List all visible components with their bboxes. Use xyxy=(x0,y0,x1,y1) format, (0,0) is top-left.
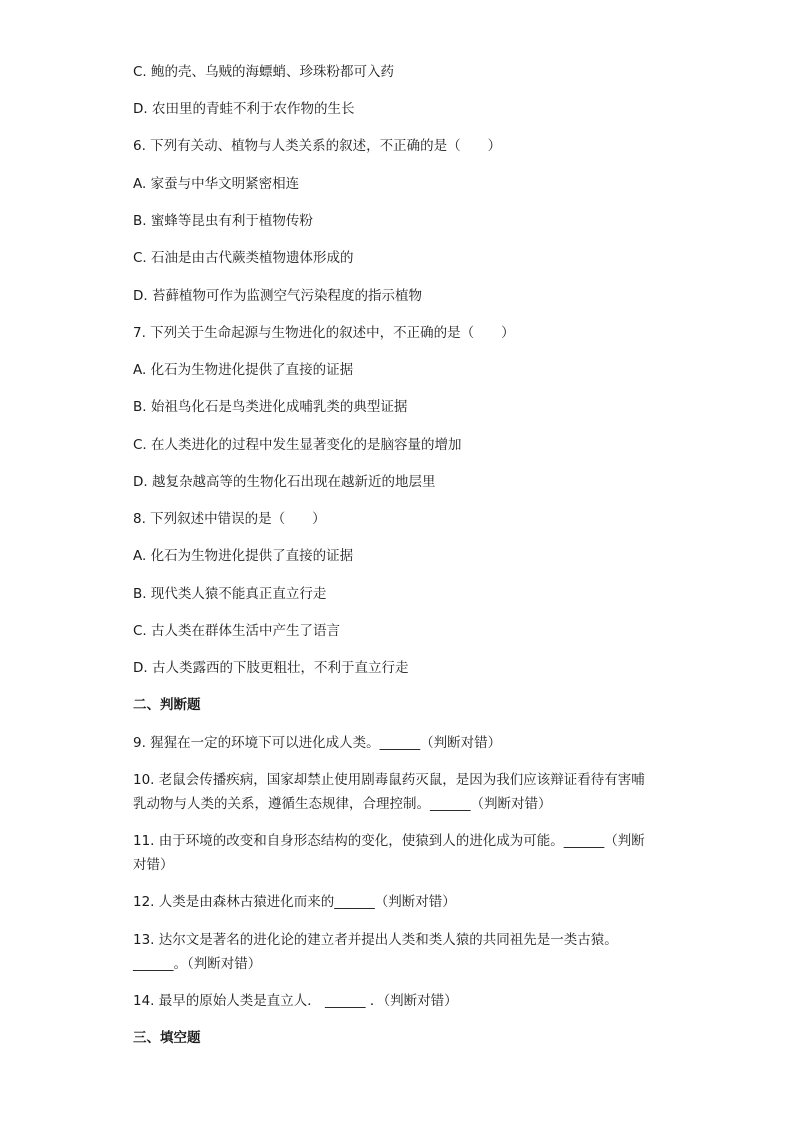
section-heading-fill-in: 三、填空题 xyxy=(133,1030,201,1046)
option-6b: B. 蜜蜂等昆虫有利于植物传粉 xyxy=(133,213,313,229)
option-7a: A. 化石为生物进化提供了直接的证据 xyxy=(133,362,354,378)
option-6c: C. 石油是由古代蕨类植物遗体形成的 xyxy=(133,250,354,266)
question-11-line-2: 对错） xyxy=(133,857,174,873)
option-5c: C. 鲍的壳、乌贼的海螵蛸、珍珠粉都可入药 xyxy=(133,64,395,80)
section-heading-judgment: 二、判断题 xyxy=(133,697,201,713)
option-8b: B. 现代类人猿不能真正直立行走 xyxy=(133,586,327,602)
question-13-line-1: 13. 达尔文是著名的进化论的建立者并提出人类和类人猿的共同祖先是一类古猿。 xyxy=(133,932,618,948)
question-12: 12. 人类是由森林古猿进化而来的______（判断对错） xyxy=(133,894,456,910)
question-10-line-2: 乳动物与人类的关系，遵循生态规律，合理控制。______（判断对错） xyxy=(133,796,552,812)
question-7: 7. 下列关于生命起源与生物进化的叙述中，不正确的是（ ） xyxy=(133,325,515,341)
option-7d: D. 越复杂越高等的生物化石出现在越新近的地层里 xyxy=(133,474,436,490)
option-7c: C. 在人类进化的过程中发生显著变化的是脑容量的增加 xyxy=(133,437,462,453)
question-9: 9. 猩猩在一定的环境下可以进化成人类。______（判断对错） xyxy=(133,735,502,751)
option-6d: D. 苔藓植物可作为监测空气污染程度的指示植物 xyxy=(133,288,422,304)
question-14: 14. 最早的原始人类是直立人． ______ ．（判断对错） xyxy=(133,993,458,1009)
option-8a: A. 化石为生物进化提供了直接的证据 xyxy=(133,548,354,564)
question-10-line-1: 10. 老鼠会传播疾病，国家却禁止使用剧毒鼠药灭鼠，是因为我们应该辩证看待有害哺 xyxy=(133,772,645,788)
option-5d: D. 农田里的青蛙不利于农作物的生长 xyxy=(133,101,355,117)
option-8d: D. 古人类露西的下肢更粗壮，不利于直立行走 xyxy=(133,660,409,676)
question-6: 6. 下列有关动、植物与人类关系的叙述，不正确的是（ ） xyxy=(133,138,502,154)
option-8c: C. 古人类在群体生活中产生了语言 xyxy=(133,623,341,639)
question-13-line-2: ______。（判断对错） xyxy=(133,956,262,972)
question-11-line-1: 11. 由于环境的改变和自身形态结构的变化，使猿到人的进化成为可能。______（判断 xyxy=(133,833,645,849)
option-7b: B. 始祖鸟化石是鸟类进化成哺乳类的典型证据 xyxy=(133,399,408,415)
option-6a: A. 家蚕与中华文明紧密相连 xyxy=(133,176,300,192)
question-8: 8. 下列叙述中错误的是（ ） xyxy=(133,511,326,527)
